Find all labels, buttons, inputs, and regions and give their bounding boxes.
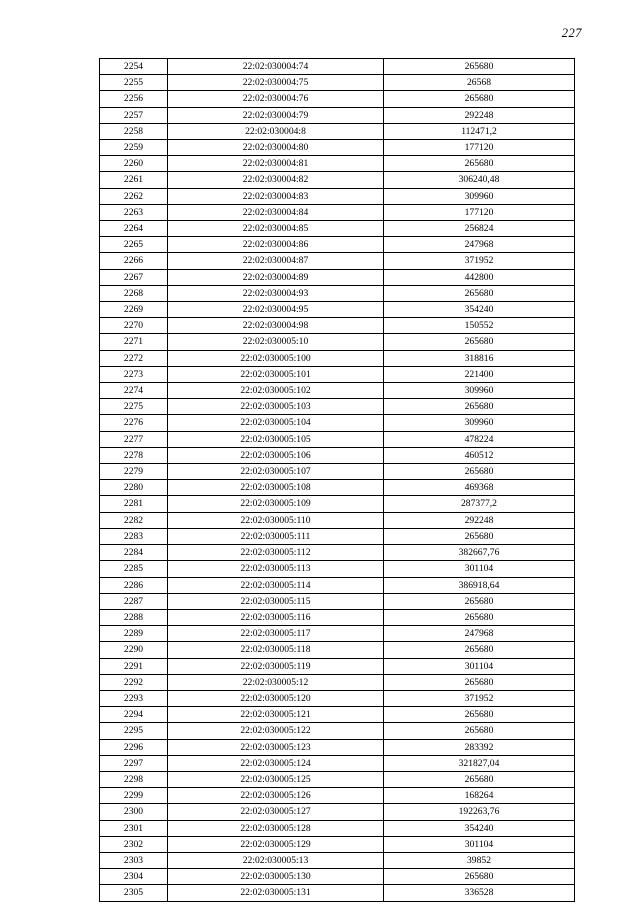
row-number: 2269 [100,302,168,318]
cadastral-number: 22:02:030004:93 [168,285,384,301]
page-number: 227 [561,26,582,40]
table-row [100,415,575,431]
cadastral-number: 22:02:030005:101 [168,366,384,382]
cadastral-number: 22:02:030004:86 [168,237,384,253]
cadastral-value: 265680 [384,609,575,625]
row-number: 2293 [100,690,168,706]
row-number: 2265 [100,237,168,253]
table-row [100,626,575,642]
table-row [100,577,575,593]
row-number: 2270 [100,318,168,334]
cadastral-value: 371952 [384,253,575,269]
table-row [100,836,575,852]
cadastral-value: 112471,2 [384,123,575,139]
cadastral-value: 265680 [384,285,575,301]
row-number: 2271 [100,334,168,350]
cadastral-value: 265680 [384,528,575,544]
cadastral-number: 22:02:030004:75 [168,75,384,91]
cadastral-value: 309960 [384,188,575,204]
cadastral-number: 22:02:030005:12 [168,674,384,690]
table-row [100,788,575,804]
cadastral-value: 382667,76 [384,545,575,561]
cadastral-number: 22:02:030005:100 [168,350,384,366]
cadastral-value: 221400 [384,366,575,382]
cadastral-value: 26568 [384,75,575,91]
table-row [100,561,575,577]
row-number: 2305 [100,885,168,901]
table-row [100,804,575,820]
registry-table-body [100,59,575,902]
cadastral-value: 301104 [384,836,575,852]
cadastral-number: 22:02:030005:109 [168,496,384,512]
table-row [100,59,575,75]
cadastral-number: 22:02:030004:8 [168,123,384,139]
cadastral-number: 22:02:030004:83 [168,188,384,204]
cadastral-value: 265680 [384,593,575,609]
cadastral-number: 22:02:030004:98 [168,318,384,334]
cadastral-value: 265680 [384,771,575,787]
table-row [100,593,575,609]
cadastral-number: 22:02:030005:111 [168,528,384,544]
row-number: 2303 [100,852,168,868]
table-row [100,739,575,755]
table-row [100,431,575,447]
cadastral-number: 22:02:030005:126 [168,788,384,804]
cadastral-number: 22:02:030005:110 [168,512,384,528]
row-number: 2281 [100,496,168,512]
table-row [100,464,575,480]
row-number: 2288 [100,609,168,625]
row-number: 2254 [100,59,168,75]
cadastral-value: 265680 [384,464,575,480]
table-row [100,318,575,334]
cadastral-value: 265680 [384,707,575,723]
table-row [100,140,575,156]
cadastral-number: 22:02:030004:84 [168,204,384,220]
cadastral-value: 371952 [384,690,575,706]
cadastral-value: 265680 [384,334,575,350]
cadastral-value: 247968 [384,237,575,253]
cadastral-number: 22:02:030005:123 [168,739,384,755]
table-row [100,642,575,658]
cadastral-value: 192263,76 [384,804,575,820]
cadastral-number: 22:02:030005:105 [168,431,384,447]
cadastral-value: 336528 [384,885,575,901]
cadastral-number: 22:02:030005:122 [168,723,384,739]
cadastral-value: 469368 [384,480,575,496]
cadastral-value: 321827,04 [384,755,575,771]
row-number: 2268 [100,285,168,301]
table-row [100,172,575,188]
table-row [100,480,575,496]
cadastral-value: 301104 [384,658,575,674]
cadastral-value: 247968 [384,626,575,642]
cadastral-number: 22:02:030005:121 [168,707,384,723]
row-number: 2258 [100,123,168,139]
row-number: 2267 [100,269,168,285]
row-number: 2255 [100,75,168,91]
row-number: 2264 [100,221,168,237]
row-number: 2261 [100,172,168,188]
table-row [100,885,575,901]
table-row [100,350,575,366]
cadastral-value: 306240,48 [384,172,575,188]
table-row [100,690,575,706]
cadastral-value: 39852 [384,852,575,868]
table-row [100,204,575,220]
table-row [100,545,575,561]
cadastral-value: 460512 [384,447,575,463]
table-row [100,674,575,690]
table-row [100,723,575,739]
cadastral-value: 386918,64 [384,577,575,593]
cadastral-number: 22:02:030004:74 [168,59,384,75]
table-row [100,366,575,382]
row-number: 2285 [100,561,168,577]
cadastral-value: 265680 [384,642,575,658]
cadastral-value: 265680 [384,59,575,75]
cadastral-number: 22:02:030005:128 [168,820,384,836]
row-number: 2260 [100,156,168,172]
cadastral-value: 168264 [384,788,575,804]
row-number: 2294 [100,707,168,723]
row-number: 2287 [100,593,168,609]
registry-table [99,58,575,902]
cadastral-number: 22:02:030004:81 [168,156,384,172]
row-number: 2297 [100,755,168,771]
table-row [100,852,575,868]
row-number: 2278 [100,447,168,463]
table-row [100,237,575,253]
cadastral-number: 22:02:030005:13 [168,852,384,868]
table-row [100,609,575,625]
row-number: 2275 [100,399,168,415]
cadastral-value: 318816 [384,350,575,366]
cadastral-value: 265680 [384,91,575,107]
cadastral-number: 22:02:030005:120 [168,690,384,706]
cadastral-number: 22:02:030005:131 [168,885,384,901]
cadastral-value: 287377,2 [384,496,575,512]
cadastral-number: 22:02:030004:95 [168,302,384,318]
cadastral-value: 283392 [384,739,575,755]
cadastral-number: 22:02:030004:82 [168,172,384,188]
cadastral-number: 22:02:030005:106 [168,447,384,463]
cadastral-value: 256824 [384,221,575,237]
row-number: 2280 [100,480,168,496]
row-number: 2300 [100,804,168,820]
table-row [100,334,575,350]
row-number: 2262 [100,188,168,204]
cadastral-value: 354240 [384,302,575,318]
table-row [100,383,575,399]
cadastral-number: 22:02:030005:130 [168,869,384,885]
row-number: 2273 [100,366,168,382]
table-row [100,755,575,771]
cadastral-value: 292248 [384,512,575,528]
cadastral-number: 22:02:030005:115 [168,593,384,609]
cadastral-number: 22:02:030005:104 [168,415,384,431]
cadastral-value: 301104 [384,561,575,577]
row-number: 2256 [100,91,168,107]
table-row [100,91,575,107]
table-row [100,771,575,787]
cadastral-number: 22:02:030004:76 [168,91,384,107]
cadastral-number: 22:02:030005:102 [168,383,384,399]
cadastral-number: 22:02:030004:80 [168,140,384,156]
row-number: 2277 [100,431,168,447]
cadastral-value: 265680 [384,674,575,690]
row-number: 2284 [100,545,168,561]
row-number: 2272 [100,350,168,366]
cadastral-value: 177120 [384,140,575,156]
table-row [100,447,575,463]
row-number: 2279 [100,464,168,480]
row-number: 2304 [100,869,168,885]
row-number: 2298 [100,771,168,787]
row-number: 2282 [100,512,168,528]
table-row [100,123,575,139]
cadastral-number: 22:02:030005:10 [168,334,384,350]
table-row [100,399,575,415]
cadastral-number: 22:02:030005:119 [168,658,384,674]
cadastral-number: 22:02:030004:89 [168,269,384,285]
cadastral-number: 22:02:030005:129 [168,836,384,852]
row-number: 2276 [100,415,168,431]
table-row [100,707,575,723]
cadastral-value: 150552 [384,318,575,334]
table-row [100,512,575,528]
row-number: 2292 [100,674,168,690]
table-row [100,658,575,674]
cadastral-value: 265680 [384,869,575,885]
table-row [100,269,575,285]
cadastral-number: 22:02:030005:118 [168,642,384,658]
table-row [100,107,575,123]
table-row [100,75,575,91]
cadastral-number: 22:02:030005:113 [168,561,384,577]
cadastral-number: 22:02:030005:125 [168,771,384,787]
row-number: 2296 [100,739,168,755]
table-row [100,302,575,318]
row-number: 2290 [100,642,168,658]
cadastral-value: 309960 [384,383,575,399]
cadastral-number: 22:02:030004:87 [168,253,384,269]
row-number: 2259 [100,140,168,156]
cadastral-number: 22:02:030004:85 [168,221,384,237]
cadastral-number: 22:02:030005:107 [168,464,384,480]
cadastral-value: 177120 [384,204,575,220]
row-number: 2266 [100,253,168,269]
row-number: 2289 [100,626,168,642]
table-row [100,253,575,269]
row-number: 2283 [100,528,168,544]
table-row [100,496,575,512]
row-number: 2302 [100,836,168,852]
cadastral-number: 22:02:030005:127 [168,804,384,820]
cadastral-value: 265680 [384,723,575,739]
table-row [100,528,575,544]
registry-table-container [99,58,571,902]
table-row [100,188,575,204]
table-row [100,820,575,836]
table-row [100,156,575,172]
row-number: 2257 [100,107,168,123]
row-number: 2301 [100,820,168,836]
cadastral-number: 22:02:030005:124 [168,755,384,771]
cadastral-value: 354240 [384,820,575,836]
cadastral-number: 22:02:030005:116 [168,609,384,625]
cadastral-number: 22:02:030005:112 [168,545,384,561]
table-row [100,869,575,885]
cadastral-number: 22:02:030005:103 [168,399,384,415]
cadastral-value: 309960 [384,415,575,431]
table-row [100,221,575,237]
row-number: 2299 [100,788,168,804]
cadastral-number: 22:02:030005:114 [168,577,384,593]
table-row [100,285,575,301]
cadastral-value: 265680 [384,156,575,172]
row-number: 2263 [100,204,168,220]
row-number: 2291 [100,658,168,674]
cadastral-value: 442800 [384,269,575,285]
cadastral-value: 265680 [384,399,575,415]
cadastral-number: 22:02:030005:117 [168,626,384,642]
cadastral-number: 22:02:030004:79 [168,107,384,123]
cadastral-number: 22:02:030005:108 [168,480,384,496]
row-number: 2274 [100,383,168,399]
cadastral-value: 292248 [384,107,575,123]
row-number: 2295 [100,723,168,739]
cadastral-value: 478224 [384,431,575,447]
row-number: 2286 [100,577,168,593]
